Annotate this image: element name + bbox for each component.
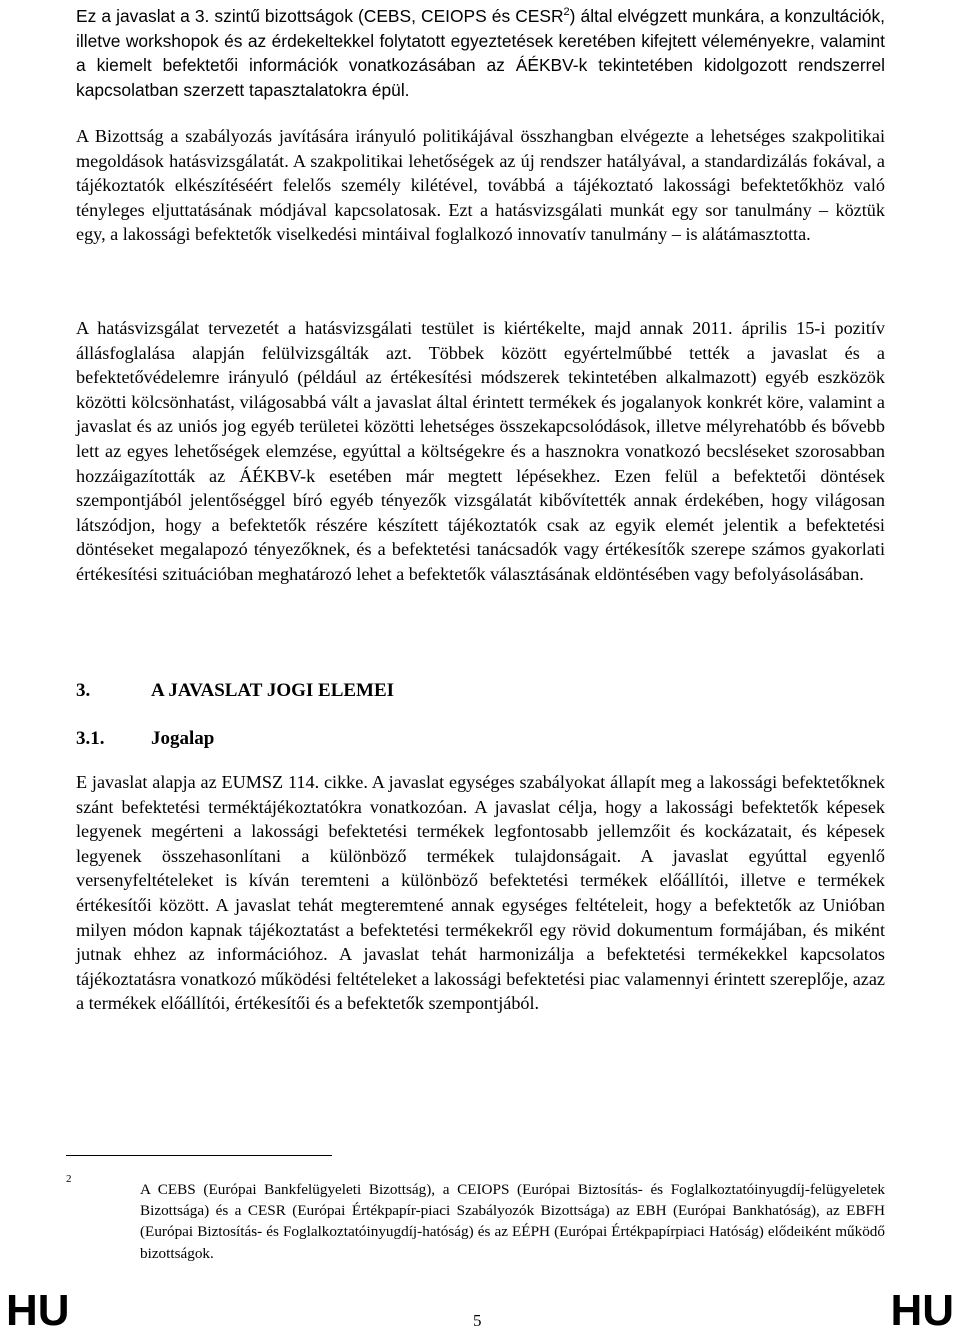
paragraph-impact-review: A hatásvizsgálat tervezetét a hatásvizsgálati testület is kiértékelte, majd annak 2011. április 15-i pozitív állásfoglalása alapján felülvizsgálták azt. Többek között egyértelműbbé tették a javaslat és a befektetővédelemre irányuló (például az értékesítési módszerek tekintetében alkalmazott) egyéb eszközök közötti kölcsönhatást, világosabbá vált a javaslat által érintett termékek és jogalanyok konkrét köre, valamint a javaslat és az uniós jog egyéb területei közötti lehetséges összekapcsolódások, illetve mélyrehatóbb és bővebb lett az egyes lehetőségek elemzése, egyúttal a költségekre és a hasznokra vonatkozó becsléseket szorosabban hozzáigazították az ÁÉKBV-k esetében már megtett lépésekhez. Ezen felül a befektetői döntések szempontjából jelentőséggel bíró egyéb tényezők vizsgálatát kibővítették annak érdekében, hogy világosan látszódjon, hogy a befektetők részére készített tájékoztatók csak az egyik elemét jelentik a befektetési döntéseket megalapozó tényezőknek, és a befektetési tanácsadók vagy értékesítők szerepe számos gyakorlati értékesítési szituációban meghatározó lehet a befektetők választásának eldöntésében vagy befolyásolásában. (76, 318, 885, 584)
subsection-number: 3.1. (76, 728, 105, 749)
section-heading (76, 679, 394, 703)
footer-language-right: HU (890, 1286, 954, 1335)
subsection-heading (76, 727, 214, 751)
footnote-reference: 2 (563, 6, 570, 18)
footer-language-left: HU (6, 1286, 70, 1335)
paragraph-intro-text-cont: ) által elvégzett munkára, a konzultációk, illetve workshopok és az érdekeltekkel folytatott egyeztetések keretében kifejtett véleményekre, valamint a kiemelt befektetői információk vonatkozásában az ÁÉKBV-k tekintetében kidolgozott rendszerrel kapcsolatban szerzett tapasztalatokra épül. (76, 6, 885, 100)
paragraph-intro-text: Ez a javaslat a 3. szintű bizottságok (CEBS, CEIOPS és CESR (76, 6, 564, 26)
footnote-text: A CEBS (Európai Bankfelügyeleti Bizottság), a CEIOPS (Európai Biztosítás- és Foglalkoztatóinyugdíj-felügyeletek Bizottsága) és a CESR (Európai Értékpapír-piaci Szabályozók Bizottsága) az EBH (Európai Bankhatóság), az EBFH (Európai Biztosítás- és Foglalkoztatóinyugdíj-hatóság) és az EÉPH (Európai Értékpapírpiaci Hatóság) elődeiként működő bizottságok. (140, 1181, 885, 1262)
paragraph-impact-assessment: A Bizottság a szabályozás javítására irányuló politikájával összhangban elvégezte a lehetséges szakpolitikai megoldások hatásvizsgálatát. A szakpolitikai lehetőségek az új rendszer hatályával, a standardizálás fokával, a tájékoztatók elkészítéséért felelős személy kilétével, továbbá a tájékoztató lakossági befektetőkhöz való tényleges eljuttatásának módjával kapcsolatosak. Ezt a hatásvizsgálati munkát egy sor tanulmány – köztük egy, a lakossági befektetők viselkedési mintáival foglalkozó innovatív tanulmány – is alátámasztotta. (76, 126, 885, 245)
footnote-number: 2 (66, 1173, 72, 1185)
paragraph-legal-basis: E javaslat alapja az EUMSZ 114. cikke. A javaslat egységes szabályokat állapít meg a lakossági befektetőknek szánt befektetési terméktájékoztatókra vonatkozóan. A javaslat célja, hogy a lakossági befektetők képesek legyenek megérteni a lakossági befektetési termékek legfontosabb jellemzőit és kockázatait, és képesek legyenek összehasonlítani a különböző termékek tulajdonságait. A javaslat egyúttal egyenlő versenyfeltételeket is kíván teremteni a különböző befektetési termékek előállítói, illetve e termékek értékesítői között. A javaslat tehát megteremtené annak egységes feltételeit, hogy a befektetők az Unióban milyen módon kapnak tájékoztatást a befektetési termékekről egy rövid dokumentum formájában, és miként jutnak ehhez az információhoz. A javaslat tehát harmonizálja a befektetési termékekkel kapcsolatos tájékoztatásra vonatkozó működési feltételeket a lakossági befektetési piac valamennyi érintett szereplője, azaz a termékek előállítói, értékesítői és a befektetők szempontjából. (76, 772, 885, 1014)
footnote-divider (66, 1155, 332, 1156)
subsection-title: Jogalap (151, 728, 215, 749)
section-title: A JAVASLAT JOGI ELEMEI (151, 680, 395, 701)
page-number: 5 (473, 1311, 482, 1330)
section-number: 3. (76, 680, 91, 701)
paragraph-intro (76, 4, 885, 102)
